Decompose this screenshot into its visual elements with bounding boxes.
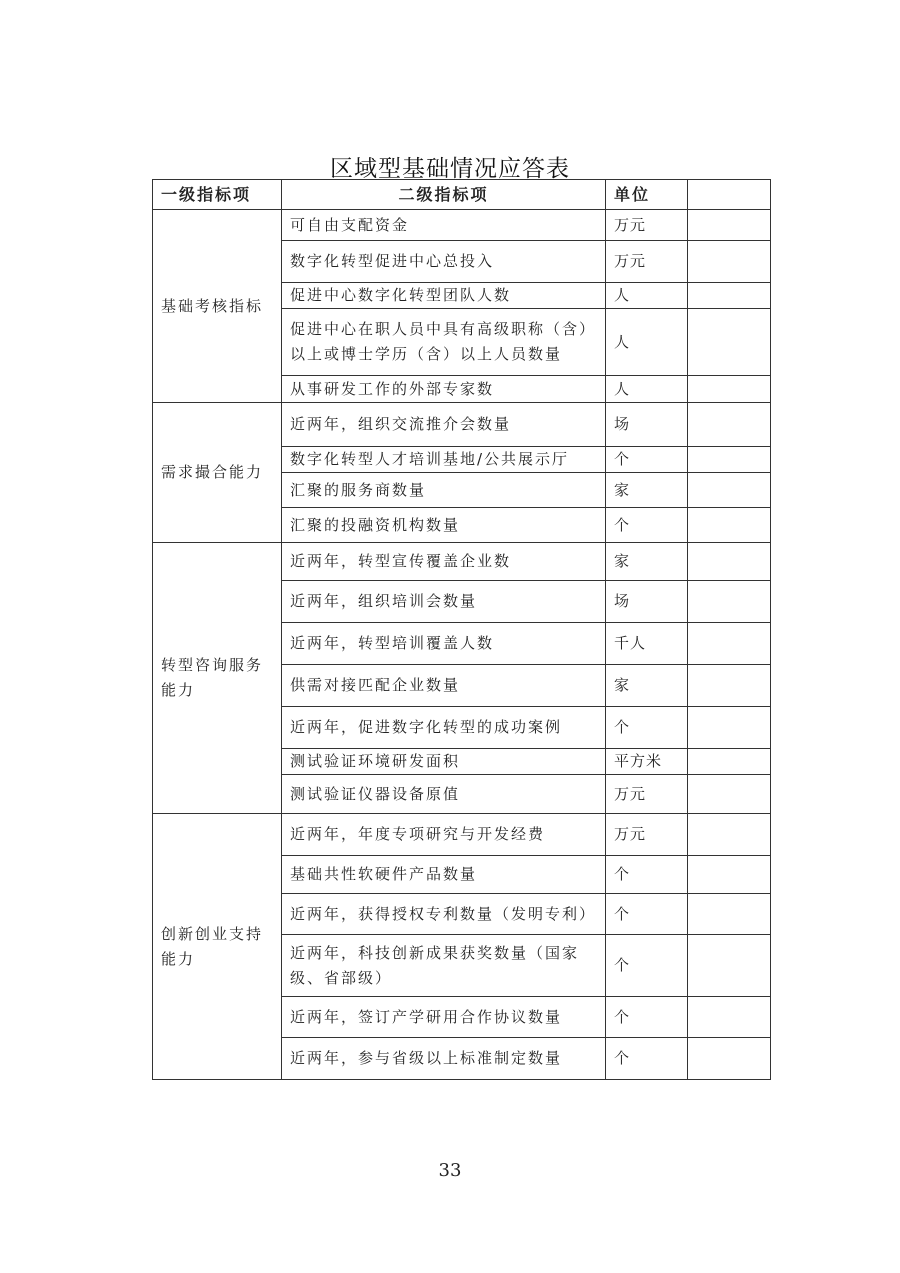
answer-cell[interactable] [688, 283, 771, 309]
answer-cell[interactable] [688, 403, 771, 447]
unit-cell: 万元 [606, 210, 688, 241]
unit-cell: 个 [606, 447, 688, 473]
item-cell: 数字化转型促进中心总投入 [282, 241, 606, 283]
category-cell: 基础考核指标 [153, 210, 282, 403]
answer-cell[interactable] [688, 856, 771, 894]
unit-cell: 千人 [606, 623, 688, 665]
item-cell: 近两年，组织交流推介会数量 [282, 403, 606, 447]
item-cell: 可自由支配资金 [282, 210, 606, 241]
answer-cell[interactable] [688, 376, 771, 403]
answer-cell[interactable] [688, 894, 771, 935]
unit-cell: 个 [606, 856, 688, 894]
unit-cell: 家 [606, 665, 688, 707]
unit-cell: 个 [606, 935, 688, 997]
answer-cell[interactable] [688, 935, 771, 997]
item-cell: 基础共性软硬件产品数量 [282, 856, 606, 894]
unit-cell: 个 [606, 997, 688, 1038]
unit-cell: 人 [606, 376, 688, 403]
item-cell: 近两年，获得授权专利数量（发明专利） [282, 894, 606, 935]
answer-cell[interactable] [688, 581, 771, 623]
item-cell: 近两年，科技创新成果获奖数量（国家级、省部级） [282, 935, 606, 997]
unit-cell: 人 [606, 309, 688, 376]
unit-cell: 个 [606, 508, 688, 543]
answer-table [152, 179, 771, 1080]
table-row [153, 403, 771, 447]
unit-cell: 个 [606, 894, 688, 935]
table-row [153, 543, 771, 581]
unit-cell: 家 [606, 543, 688, 581]
answer-cell[interactable] [688, 241, 771, 283]
category-cell: 需求撮合能力 [153, 403, 282, 543]
unit-cell: 场 [606, 581, 688, 623]
answer-cell[interactable] [688, 543, 771, 581]
item-cell: 从事研发工作的外部专家数 [282, 376, 606, 403]
answer-cell[interactable] [688, 707, 771, 749]
item-cell: 近两年，转型宣传覆盖企业数 [282, 543, 606, 581]
unit-cell: 个 [606, 707, 688, 749]
unit-cell: 场 [606, 403, 688, 447]
item-cell: 测试验证环境研发面积 [282, 749, 606, 775]
item-cell: 促进中心数字化转型团队人数 [282, 283, 606, 309]
answer-cell[interactable] [688, 749, 771, 775]
category-cell: 创新创业支持能力 [153, 814, 282, 1080]
answer-cell[interactable] [688, 665, 771, 707]
answer-cell[interactable] [688, 623, 771, 665]
item-cell: 近两年，参与省级以上标准制定数量 [282, 1038, 606, 1080]
header-level2: 二级指标项 [282, 180, 606, 210]
item-cell: 汇聚的服务商数量 [282, 473, 606, 508]
header-level1: 一级指标项 [153, 180, 282, 210]
item-cell: 供需对接匹配企业数量 [282, 665, 606, 707]
answer-cell[interactable] [688, 997, 771, 1038]
page-title: 区域型基础情况应答表 [330, 156, 570, 182]
answer-cell[interactable] [688, 447, 771, 473]
unit-cell: 人 [606, 283, 688, 309]
item-cell: 测试验证仪器设备原值 [282, 775, 606, 814]
item-cell: 近两年，转型培训覆盖人数 [282, 623, 606, 665]
table-row [153, 814, 771, 856]
item-cell: 汇聚的投融资机构数量 [282, 508, 606, 543]
item-cell: 近两年，促进数字化转型的成功案例 [282, 707, 606, 749]
answer-cell[interactable] [688, 210, 771, 241]
answer-cell[interactable] [688, 1038, 771, 1080]
answer-cell[interactable] [688, 309, 771, 376]
unit-cell: 个 [606, 1038, 688, 1080]
item-cell: 促进中心在职人员中具有高级职称（含）以上或博士学历（含）以上人员数量 [282, 309, 606, 376]
unit-cell: 万元 [606, 241, 688, 283]
answer-cell[interactable] [688, 775, 771, 814]
header-row [153, 180, 771, 210]
unit-cell: 万元 [606, 814, 688, 856]
header-answer [688, 180, 771, 210]
unit-cell: 平方米 [606, 749, 688, 775]
answer-cell[interactable] [688, 473, 771, 508]
header-unit: 单位 [606, 180, 688, 210]
item-cell: 近两年，签订产学研用合作协议数量 [282, 997, 606, 1038]
item-cell: 数字化转型人才培训基地/公共展示厅 [282, 447, 606, 473]
table-row [153, 210, 771, 241]
item-cell: 近两年，年度专项研究与开发经费 [282, 814, 606, 856]
unit-cell: 万元 [606, 775, 688, 814]
unit-cell: 家 [606, 473, 688, 508]
category-cell: 转型咨询服务能力 [153, 543, 282, 814]
answer-cell[interactable] [688, 814, 771, 856]
answer-cell[interactable] [688, 508, 771, 543]
page-number: 33 [438, 1160, 462, 1181]
item-cell: 近两年，组织培训会数量 [282, 581, 606, 623]
